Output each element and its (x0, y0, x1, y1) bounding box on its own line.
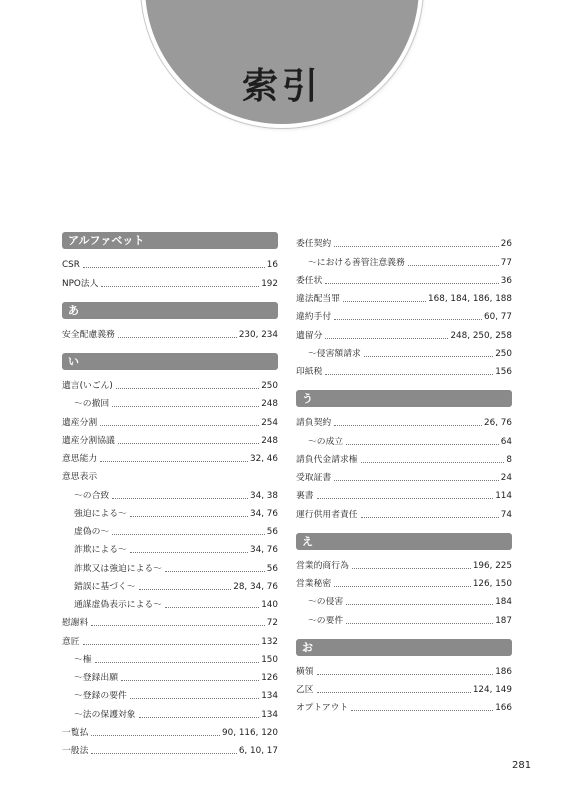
index-page-refs: 126, 150 (472, 579, 512, 589)
index-page-refs: 187 (495, 615, 512, 626)
index-entry (296, 429, 512, 447)
index-term: 一覧払 (62, 727, 89, 738)
index-term: 〜登録出願 (74, 673, 118, 683)
index-page-refs: 134 (261, 691, 278, 702)
leader-dots (112, 406, 259, 407)
index-page-refs: 114 (495, 491, 512, 502)
index-page-refs: 6, 10, 17 (238, 746, 278, 756)
index-entry (62, 429, 278, 447)
index-entry (62, 702, 278, 720)
index-term: 運行供用者責任 (296, 509, 358, 520)
index-term: 委任契約 (296, 239, 332, 250)
index-entry (296, 484, 512, 502)
index-page-refs: 134 (261, 709, 278, 720)
index-term: 遺産分割 (62, 417, 98, 428)
leader-dots (334, 246, 499, 247)
index-page-refs: 26 (500, 239, 512, 250)
leader-dots (165, 607, 259, 608)
leader-dots (100, 461, 248, 462)
index-term: 〜侵害額請求 (308, 348, 361, 359)
index-term: 通謀虚偽表示による〜 (74, 600, 162, 610)
index-page-refs: 34, 76 (250, 545, 278, 556)
leader-dots (325, 338, 448, 339)
index-entry (296, 466, 512, 484)
leader-dots (361, 462, 505, 463)
index-entry (62, 483, 278, 501)
leader-dots (317, 498, 494, 499)
leader-dots (91, 753, 236, 754)
index-entry (296, 360, 512, 378)
index-page-refs: 77 (500, 257, 512, 268)
index-page-refs: 32, 46 (250, 454, 278, 464)
index-entry (296, 696, 512, 714)
index-page-refs: 192 (261, 278, 278, 289)
index-term: CSR (62, 260, 80, 271)
leader-dots (118, 443, 259, 444)
index-term: 遺言(いごん) (62, 381, 113, 391)
index-term: 詐欺による〜 (74, 545, 127, 556)
index-page-refs: 8 (506, 454, 512, 465)
leader-dots (165, 571, 265, 572)
index-page-refs: 34, 38 (250, 490, 278, 501)
leader-dots (343, 301, 426, 302)
index-term: 〜の合致 (74, 490, 110, 501)
index-entry (62, 739, 278, 757)
index-page-refs: 36 (500, 275, 512, 286)
index-entry (62, 271, 278, 289)
leader-dots (334, 425, 482, 426)
page-number: 281 (512, 760, 532, 771)
index-page-refs: 60, 77 (484, 312, 512, 323)
index-entry (62, 575, 278, 593)
leader-dots (83, 644, 260, 645)
index-entry (296, 660, 512, 678)
index-entry (62, 593, 278, 611)
index-entry (296, 250, 512, 268)
index-entry (296, 411, 512, 429)
index-entry (296, 554, 512, 572)
leader-dots (130, 698, 259, 699)
index-page-refs: 26, 76 (484, 418, 512, 429)
leader-dots (139, 717, 260, 718)
leader-dots (361, 517, 499, 518)
leader-dots (408, 265, 499, 266)
index-page-refs: 254 (261, 417, 278, 428)
index-page-refs: 140 (261, 600, 278, 610)
index-entry (62, 611, 278, 629)
index-entry (62, 684, 278, 702)
leader-dots (121, 680, 259, 681)
index-term: 印紙税 (296, 367, 323, 377)
index-term: 〜法の保護対象 (74, 709, 136, 720)
index-term: 〜の成立 (308, 436, 344, 447)
index-entry (62, 520, 278, 538)
index-entry (296, 448, 512, 466)
index-term: 虚偽の〜 (74, 527, 110, 537)
index-entry (296, 287, 512, 305)
index-term: 違約手付 (296, 312, 332, 323)
index-term: 強迫による〜 (74, 508, 127, 519)
leader-dots (352, 568, 471, 569)
index-entry (62, 666, 278, 684)
section-heading: え (296, 533, 512, 550)
index-term: 慰謝料 (62, 618, 89, 629)
index-term: 乙区 (296, 685, 314, 695)
index-entry (296, 232, 512, 250)
leader-dots (317, 674, 494, 675)
index-term: 横領 (296, 666, 314, 677)
index-entry (296, 305, 512, 323)
leader-dots (116, 388, 259, 389)
index-entry (62, 410, 278, 428)
index-entry (296, 269, 512, 287)
index-page-refs: 184 (495, 597, 512, 608)
index-page-refs: 56 (266, 527, 278, 537)
index-entry (62, 502, 278, 520)
index-term: 〜登録の要件 (74, 691, 127, 702)
index-page-refs: 150 (261, 654, 278, 665)
index-page-refs: 16 (266, 260, 278, 271)
leader-dots (346, 604, 493, 605)
index-page-refs: 34, 76 (250, 508, 278, 519)
index-term: 安全配慮義務 (62, 329, 115, 340)
section-heading: う (296, 390, 512, 407)
leader-dots (118, 337, 237, 338)
index-term: 営業秘密 (296, 579, 332, 589)
index-term: 〜の撤回 (74, 399, 110, 410)
index-term: 意思表示 (62, 472, 98, 483)
index-term: 請負代金請求権 (296, 454, 358, 465)
index-page-refs: 72 (266, 618, 278, 629)
leader-dots (346, 623, 493, 624)
index-entry (62, 629, 278, 647)
index-page-refs: 248 (261, 399, 278, 410)
index-term: 〜の要件 (308, 615, 344, 626)
section-heading: アルファベット (62, 232, 278, 249)
index-entry (62, 465, 278, 483)
section-heading: お (296, 639, 512, 656)
index-entry (62, 392, 278, 410)
index-entry (296, 572, 512, 590)
leader-dots (346, 444, 499, 445)
index-entry (296, 342, 512, 360)
leader-dots (317, 692, 471, 693)
index-page-refs: 126 (261, 673, 278, 683)
index-page-refs: 124, 149 (472, 685, 512, 695)
leader-dots (83, 267, 265, 268)
index-page-refs: 24 (500, 473, 512, 483)
index-term: 営業的商行為 (296, 560, 349, 571)
page-title: 索引 (241, 66, 322, 107)
index-entry (62, 374, 278, 392)
leader-dots (112, 498, 248, 499)
index-term: 詐欺又は強迫による〜 (74, 563, 162, 574)
leader-dots (325, 283, 498, 284)
index-page-refs: 74 (500, 509, 512, 520)
index-entry (62, 721, 278, 739)
index-page-refs: 156 (495, 367, 512, 377)
index-page-refs: 168, 184, 186, 188 (428, 294, 512, 304)
index-column-right (296, 232, 512, 714)
leader-dots (100, 425, 259, 426)
index-entry (296, 678, 512, 696)
leader-dots (351, 710, 493, 711)
leader-dots (130, 516, 248, 517)
section-heading: い (62, 353, 278, 370)
index-term: 委任状 (296, 275, 323, 286)
index-page-refs: 64 (500, 436, 512, 447)
index-entry (62, 323, 278, 341)
index-term: 一般法 (62, 746, 89, 756)
index-term: 意匠 (62, 636, 80, 647)
leader-dots (364, 356, 493, 357)
leader-dots (91, 735, 220, 736)
leader-dots (95, 662, 260, 663)
leader-dots (139, 589, 232, 590)
leader-dots (334, 319, 482, 320)
index-entry (296, 323, 512, 341)
index-term: 違法配当罪 (296, 294, 340, 304)
index-entry (62, 447, 278, 465)
index-term: 〜における善管注意義務 (308, 257, 405, 268)
index-page-refs: 28, 34, 76 (233, 581, 278, 592)
index-term: 遺留分 (296, 330, 323, 341)
index-page-refs: 250 (495, 348, 512, 359)
index-page-refs: 248, 250, 258 (450, 330, 512, 341)
index-page-refs: 132 (261, 636, 278, 647)
index-entry (296, 590, 512, 608)
section-heading: あ (62, 302, 278, 319)
index-entry (296, 502, 512, 520)
index-entry (62, 538, 278, 556)
index-term: 請負契約 (296, 418, 332, 429)
leader-dots (334, 480, 499, 481)
index-term: オプトアウト (296, 703, 349, 714)
index-term: 遺産分割協議 (62, 435, 115, 446)
index-entry (62, 648, 278, 666)
index-term: 〜権 (74, 654, 92, 665)
index-entry (62, 556, 278, 574)
index-page-refs: 90, 116, 120 (222, 727, 278, 738)
index-column-left (62, 232, 278, 757)
leader-dots (130, 552, 248, 553)
leader-dots (112, 534, 265, 535)
leader-dots (91, 625, 264, 626)
index-term: NPO法人 (62, 278, 99, 289)
index-page-refs: 248 (261, 435, 278, 446)
leader-dots (325, 374, 493, 375)
index-entry (62, 253, 278, 271)
index-term: 裏書 (296, 491, 314, 502)
index-page-refs: 186 (495, 666, 512, 677)
index-page-refs: 230, 234 (238, 329, 278, 340)
index-page-refs: 250 (261, 381, 278, 391)
index-page-refs: 56 (266, 563, 278, 574)
index-term: 錯誤に基づく〜 (74, 581, 136, 592)
index-page-refs: 166 (495, 703, 512, 714)
index-term: 〜の侵害 (308, 597, 344, 608)
leader-dots (101, 286, 259, 287)
index-entry (296, 608, 512, 626)
index-term: 受取証書 (296, 473, 332, 483)
index-page-refs: 196, 225 (472, 560, 512, 571)
leader-dots (334, 586, 471, 587)
index-term: 意思能力 (62, 454, 98, 464)
